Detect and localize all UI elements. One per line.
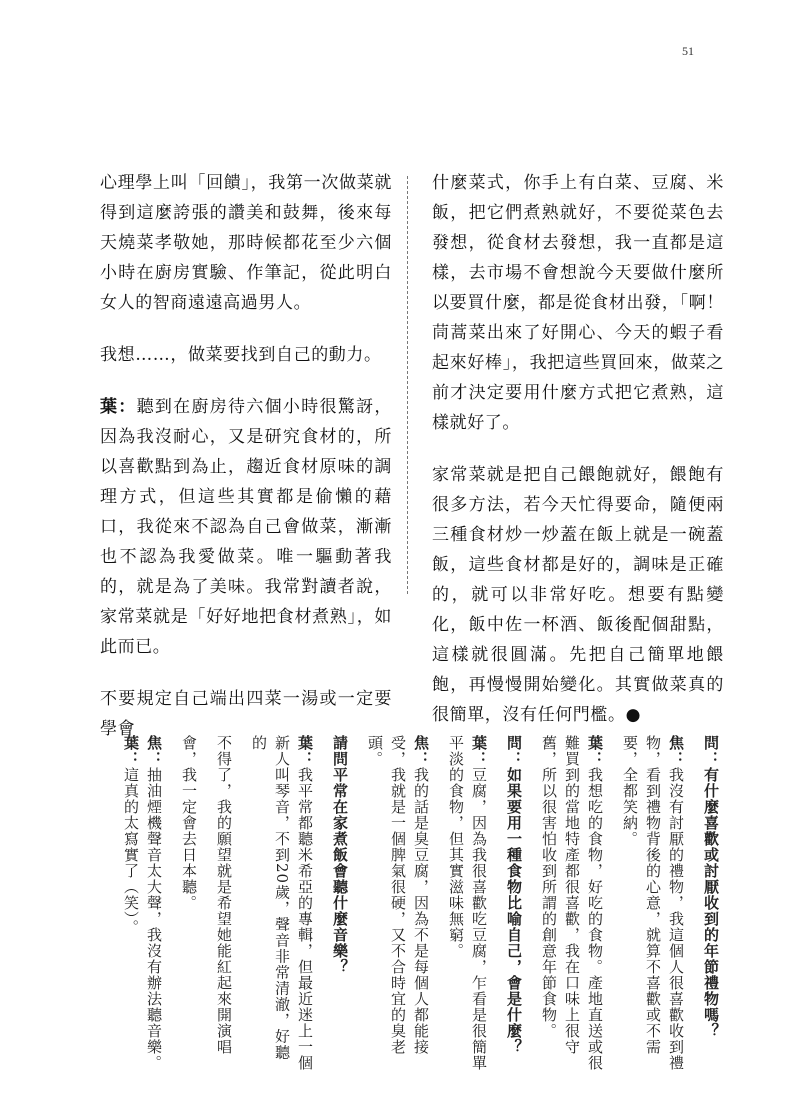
- answer-line: [142, 735, 165, 1075]
- question: 問：有什麼喜歡或討厭收到的年節禮物嗎？: [702, 735, 720, 1039]
- answer-text: 我平常都聽米希亞的專輯，但最近迷上一個: [296, 767, 314, 1071]
- qa-sidebar: [119, 735, 722, 1075]
- speaker-label: 葉：: [470, 735, 488, 767]
- answer-line: [641, 735, 687, 1075]
- answer-text: 豆腐，因為我很喜歡吃豆腐，乍看是很簡單: [470, 767, 488, 1071]
- answer-line: 要，全都笑納。: [621, 735, 639, 847]
- question: 問：如果要用一種食物比喻自己，會是什麼？: [505, 735, 523, 1055]
- speaker-label: 葉：: [100, 397, 137, 417]
- speaker-label: 葉：: [122, 735, 140, 767]
- speaker-label: 葉：: [586, 735, 604, 767]
- answer-line: 平淡的食物，但其實滋味無窮。: [447, 735, 465, 959]
- answer-line: 受，我就是一個脾氣很硬，又不合時宜的臭老頭。: [366, 735, 407, 1055]
- paragraph: [100, 392, 392, 662]
- question: 請問平常在家煮飯會聽什麼音樂？: [331, 735, 349, 975]
- paragraph: 我想……，做菜要找到自己的動力。: [100, 345, 382, 365]
- paragraph: 心理學上叫「回饋」，我第一次做菜就得到這麼誇張的讚美和鼓舞，後來每天燒菜孝敬她，那時候都花至少六個小時在廚房實驗、作筆記，從此明白女人的智商遠遠高過男人。: [100, 173, 392, 313]
- paragraph: 不要規定自己端出四菜一湯或一定要學會: [100, 689, 392, 739]
- column-divider: [407, 176, 408, 594]
- paragraph: 家常菜就是把自己餵飽就好，餵飽有很多方法，若今天忙得要命，隨便兩三種食材炒一炒蓋在飯上就是一碗蓋飯，這些食材都是好的，調味是正確的，就可以非常好吃。想要有點變化，飯中佐一杯酒、飯後配個甜點，這樣就很圓滿。先把自己簡單地餵飽，再慢慢開始變化。其實做菜真的很簡單，沒有任何門檻。●: [432, 465, 724, 725]
- right-column: [432, 168, 724, 752]
- answer-line: 舊，所以很害怕收到所謂的創意年節食物。: [540, 735, 558, 1039]
- speaker-label: 葉：: [296, 735, 314, 767]
- speaker-label: 焦：: [412, 735, 430, 767]
- answer-line: 不得了，我的願望就是希望她能紅起來開演唱: [215, 735, 233, 1055]
- answer-text: 我想吃的食物，好吃的食物。產地直送或很難買到的當地特產都很喜歡，我在口味上很守: [563, 735, 604, 1071]
- answer-line: [293, 735, 316, 1075]
- answer-line: [119, 735, 142, 1075]
- answer-line: [409, 735, 432, 1075]
- answer-text: 抽油煙機聲音太大聲，我沒有辦法聽音樂。: [145, 767, 163, 1071]
- paragraph: 什麼菜式，你手上有白菜、豆腐、米飯，把它們煮熟就好，不要從菜色去發想，從食材去發想，我一直都是這樣，去市場不會想說今天要做什麼所以要買什麼，都是從食材出發，「啊！茼蒿菜出來了好開心、今天的蝦子看起來好棒」，我把這些買回來，做菜之前才決定要用什麼方式把它煮熟，這樣就好了。: [432, 173, 724, 433]
- answer-text: 我沒有討厭的禮物，我這個人很喜歡收到禮物，看到禮物背後的心意，就算不喜歡或不需: [644, 735, 685, 1071]
- left-column: [100, 168, 392, 766]
- speaker-label: 焦：: [145, 735, 163, 767]
- answer-text: 我的話是臭豆腐，因為不是每個人都能接: [412, 767, 430, 1055]
- paragraph-text: 聽到在廚房待六個小時很驚訝，因為我沒耐心，又是研究食材的，所以喜歡點到為止，趨近食材原味的調理方式，但這些其實都是偷懶的藉口，我從來不認為自己會做菜，漸漸也不認為我愛做菜。唯一驅動著我的，就是為了美味。我常對讀者說，家常菜就是「好好地把食材煮熟」，如此而已。: [100, 397, 392, 657]
- page-number: 51: [682, 44, 694, 58]
- speaker-label: 焦：: [667, 735, 685, 767]
- answer-line: 新人叫琴音，不到20歲，聲音非常清澈，好聽的: [250, 735, 291, 1061]
- answer-text: 這真的太寫實了（笑）。: [122, 767, 140, 936]
- answer-line: [560, 735, 606, 1075]
- answer-line: 會，我一定會去日本聽。: [180, 735, 198, 911]
- answer-line: [467, 735, 490, 1075]
